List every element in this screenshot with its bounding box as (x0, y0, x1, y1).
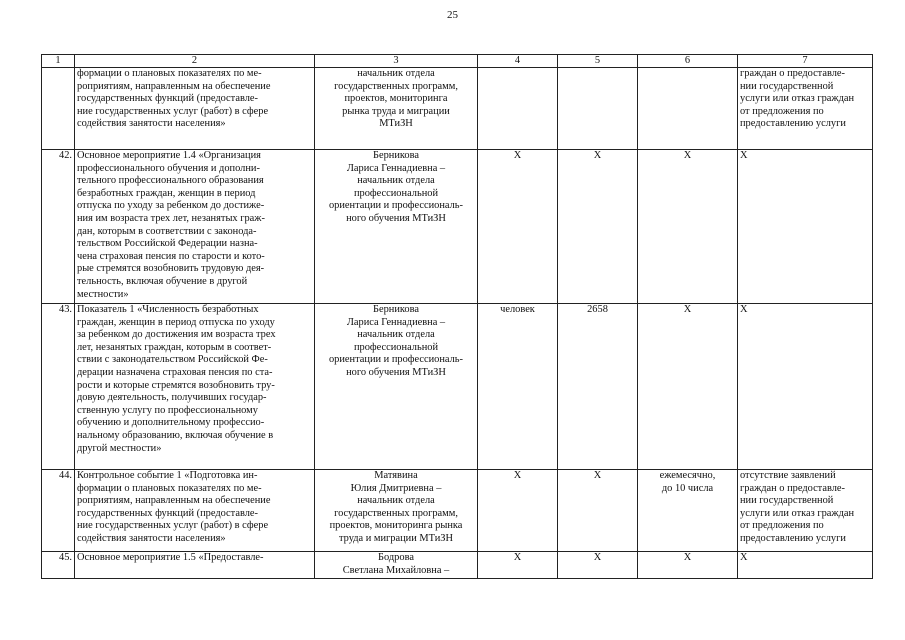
row-number (42, 68, 75, 150)
table-row (42, 552, 873, 579)
responsible-person: Матявина Юлия Дмитриевна – начальник отдела государственных программ, проектов, мониторинга рынка труда и миграции МТиЗН (315, 470, 478, 552)
table-row (42, 68, 873, 150)
period-cell (638, 68, 738, 150)
unit-cell: Х (478, 470, 558, 552)
value-cell: Х (558, 150, 638, 304)
result-cell: Х (738, 150, 873, 304)
column-number-row (42, 55, 873, 68)
period-cell: Х (638, 552, 738, 579)
unit-cell (478, 68, 558, 150)
page-number: 25 (447, 9, 458, 21)
period-cell: ежемесячно, до 10 числа (638, 470, 738, 552)
responsible-person: Бодрова Светлана Михайловна – (315, 552, 478, 579)
column-header-1: 1 (42, 55, 75, 68)
result-cell: Х (738, 304, 873, 470)
column-header-3: 3 (315, 55, 478, 68)
value-cell: Х (558, 552, 638, 579)
period-cell: Х (638, 150, 738, 304)
table-row (42, 304, 873, 470)
activity-name: Основное мероприятие 1.4 «Организация профессионального обучения и дополни- тельного профессионального образования безработных граждан, женщин в период отпуска по уходу за ребенком до достиже- ния им возраста трех лет, незанятых граж- дан, которым в соответствии с законода- тельством Российской Федерации назна- чена страховая пенсия по старости и кото- рые стремятся возобновить трудовую дея- тельность, включая обучение в другой местности» (75, 150, 315, 304)
program-table (41, 54, 873, 579)
activity-name: Контрольное событие 1 «Подготовка ин- формации о плановых показателях по ме- роприятиям, направленным на обеспечение государственных функций (предоставле- ние государственных услуг (работ) в сфере содействия занятости населения» (75, 470, 315, 552)
column-header-2: 2 (75, 55, 315, 68)
value-cell (558, 68, 638, 150)
row-number: 44. (42, 470, 75, 552)
period-cell: Х (638, 304, 738, 470)
unit-cell: человек (478, 304, 558, 470)
activity-name: формации о плановых показателях по ме- роприятиям, направленным на обеспечение государственных функций (предоставле- ние государственных услуг (работ) в сфере содействия занятости населения» (75, 68, 315, 150)
column-header-5: 5 (558, 55, 638, 68)
table-row (42, 150, 873, 304)
column-header-7: 7 (738, 55, 873, 68)
result-cell: Х (738, 552, 873, 579)
column-header-6: 6 (638, 55, 738, 68)
responsible-person: начальник отдела государственных программ, проектов, мониторинга рынка труда и миграции МТиЗН (315, 68, 478, 150)
responsible-person: Берникова Лариса Геннадиевна – начальник отдела профессиональной ориентации и профессиональ- ного обучения МТиЗН (315, 304, 478, 470)
value-cell: 2658 (558, 304, 638, 470)
column-header-4: 4 (478, 55, 558, 68)
result-cell: отсутствие заявлений граждан о предоставле- нии государственной услуги или отказ граждан от предложения по предоставлению услуги (738, 470, 873, 552)
activity-name: Показатель 1 «Численность безработных граждан, женщин в период отпуска по уходу за ребенком до достижения им возраста трех лет, незанятых граждан, которым в соответ- ствии с законодательством Российской Фе- дерации назначена страховая пенсия по ста- рости и которые стремятся возобновить тру- довую деятельность, получивших государ- ственную услугу по профессиональному обучению и дополнительному профессио- нальному образованию, включая обучение в другой местности» (75, 304, 315, 470)
responsible-person: Берникова Лариса Геннадиевна – начальник отдела профессиональной ориентации и профессиональ- ного обучения МТиЗН (315, 150, 478, 304)
unit-cell: Х (478, 150, 558, 304)
row-number: 45. (42, 552, 75, 579)
table-row (42, 470, 873, 552)
row-number: 42. (42, 150, 75, 304)
activity-name: Основное мероприятие 1.5 «Предоставле- (75, 552, 315, 579)
row-number: 43. (42, 304, 75, 470)
unit-cell: Х (478, 552, 558, 579)
value-cell: Х (558, 470, 638, 552)
result-cell: граждан о предоставле- нии государственной услуги или отказ граждан от предложения по предоставлению услуги (738, 68, 873, 150)
